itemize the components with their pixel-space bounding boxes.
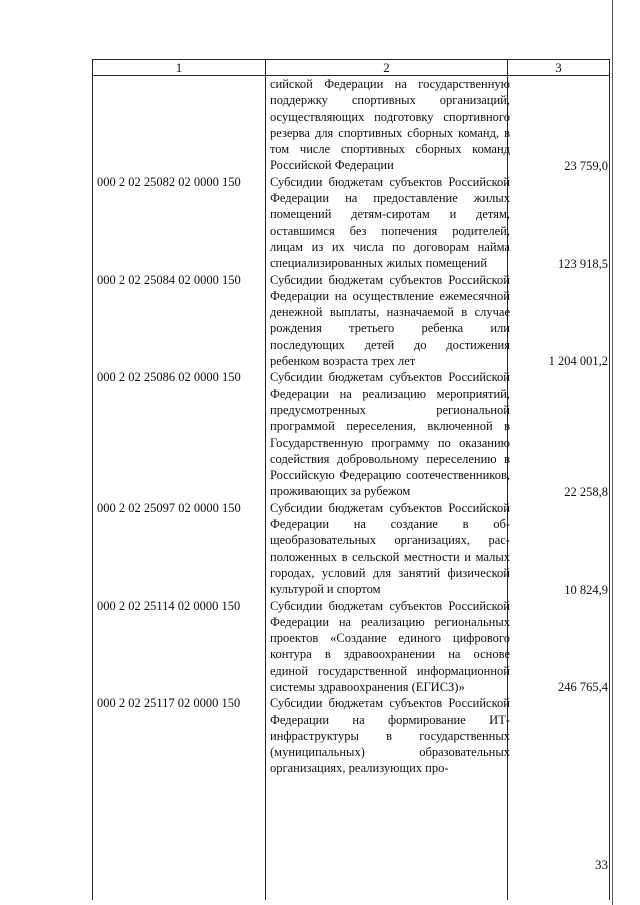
header-col-3: 3: [555, 60, 562, 75]
budget-code: 000 2 02 25082 02 0000 150: [97, 174, 241, 189]
table-row: [93, 500, 610, 598]
table-row: [93, 76, 610, 174]
budget-amount: 22 258,8: [564, 484, 608, 499]
budget-amount: 246 765,4: [558, 680, 608, 695]
table-row: [93, 174, 610, 272]
budget-description: Субсидии бюджетам субъектов Российской Федерации на реализацию региональных проектов «Создание единого цифрового контура в здравоохранении на основе единой государственной информационной системы здравоохранения (ЕГИСЗ)»: [270, 598, 510, 694]
budget-code: 000 2 02 25114 02 0000 150: [97, 598, 241, 613]
page-edge-line: [612, 0, 613, 905]
budget-amount: 123 918,5: [558, 256, 608, 271]
table-body: [93, 76, 610, 777]
budget-description: Субсидии бюджетам субъектов Российской Федерации на создание в общеобразовательных организациях, расположенных в сельской местности и малых городах, условий для занятий физической культурой и спортом: [270, 500, 510, 597]
page-number: 33: [595, 857, 608, 872]
budget-code: 000 2 02 25117 02 0000 150: [97, 696, 241, 711]
table-row: [93, 369, 610, 499]
budget-code: 000 2 02 25086 02 0000 150: [97, 370, 241, 385]
budget-description: сийской Федерации на государственную поддержку спортивных организаций, осуществляющих подготовку спортивного резерва для спортивных сборных команд, в том числе спортивных сборных команд Российской Федерации: [270, 77, 510, 173]
table-row: [93, 272, 610, 370]
header-col-1: 1: [175, 60, 183, 75]
table-header: [93, 60, 610, 76]
table-row: [93, 695, 610, 776]
budget-description: Субсидии бюджетам субъектов Российской Федерации на формирование ИТ-инфраструктуры в государственных (муниципальных) образовательных организациях, реализующих про-: [270, 696, 510, 776]
budget-amount: 10 824,9: [564, 582, 608, 597]
budget-description: Субсидии бюджетам субъектов Российской Федерации на предоставление жилых помещений детям-сиротам и детям, оставшимся без попечения родителей, лицам из их числа по договорам найма специализированных жилых помещений: [270, 174, 510, 271]
table-row: [93, 598, 610, 696]
budget-amount: 1 204 001,2: [548, 354, 608, 369]
budget-code: 000 2 02 25097 02 0000 150: [97, 500, 241, 515]
header-col-2: 2: [383, 60, 390, 75]
budget-description: Субсидии бюджетам субъектов Российской Федерации на осуществление ежемесячной денежной выплаты, назначаемой в случае рождения третьего ребенка или последующих детей до достижения ребенком возраста трех лет: [270, 272, 510, 369]
budget-description: Субсидии бюджетам субъектов Российской Федерации на реализацию мероприятий, предусмотренных региональной программой переселения, включенной в Государственную программу по оказанию содействия добровольному переселению в Российскую Федерацию соотечественников, проживающих за рубежом: [270, 370, 510, 499]
budget-code: 000 2 02 25084 02 0000 150: [97, 272, 241, 287]
budget-table: [92, 59, 610, 900]
budget-amount: 23 759,0: [564, 158, 608, 173]
